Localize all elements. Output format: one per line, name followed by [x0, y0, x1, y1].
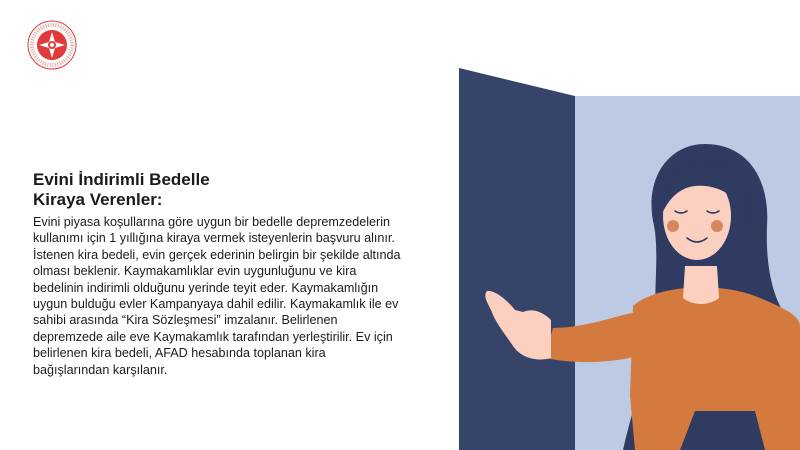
woman-at-door-illustration [455, 66, 800, 450]
skirt [680, 411, 765, 450]
content-block [33, 170, 403, 378]
door-panel [459, 68, 575, 450]
right-cheek [711, 220, 723, 232]
emblem-logo-icon [27, 20, 77, 70]
left-cheek [667, 220, 679, 232]
page-heading [33, 170, 403, 210]
heading-line-2: Kiraya Verenler: [33, 190, 163, 209]
neck [683, 266, 719, 304]
body-paragraph: Evini piyasa koşullarına göre uygun bir bedelle depremzedelerin kullanımı için 1 yıllığına kiraya vermek isteyenlerin başvuru alınır. İstenen kira bedeli, evin gerçek ederinin belirgin bir şekilde altında olması beklenir. Kaymakamlıklar evin uygunluğunu ve kira bedelinin indirimli olduğunu yerinde teyit eder. Kaymakamlığın uygun bulduğu evler Kampanyaya dahil edilir. Kaymakamlık ile ev sahibi arasında “Kira Sözleşmesi” imzalanır. Belirlenen depremzede aile eve Kaymakamlık tarafından yerleştirilir. Ev için belirlenen kira bedeli, AFAD hesabında toplanan kira bağışlarından karşılanır. [33, 215, 401, 377]
heading-line-1: Evini İndirimli Bedelle [33, 170, 210, 189]
